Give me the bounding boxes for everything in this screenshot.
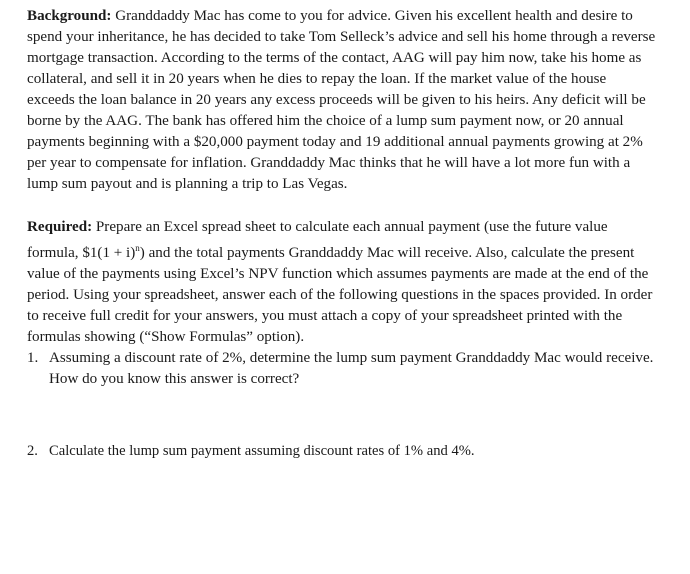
background-label: Background:	[27, 8, 112, 24]
formula-exponent: n	[135, 243, 140, 253]
future-value-formula	[82, 245, 139, 261]
required-label: Required:	[27, 219, 93, 235]
required-text-after-formula: ) and the total payments Granddaddy Mac will receive. Also, calculate the present value of the payments using Excel’s NPV function which assumes payments are made at the end of the period. Using your spreadsheet, answer each of the following questions in the spaces provided. In order to receive full credit for your answers, you must attach a copy of your spreadsheet printed with the formulas showing (“Show Formulas” option).	[27, 245, 653, 346]
question-1-text: Assuming a discount rate of 2%, determine the lump sum payment Granddaddy Mac would receive. How do you know this answer is correct?	[49, 350, 654, 388]
question-2	[27, 441, 657, 462]
required-paragraph	[27, 217, 657, 348]
question-2-number: 2.	[27, 443, 38, 460]
question-1	[27, 348, 657, 390]
document-page	[27, 6, 657, 462]
formula-base: $1(1 + i)	[82, 245, 136, 262]
question-1-number: 1.	[27, 350, 39, 367]
question-2-text: Calculate the lump sum payment assuming discount rates of 1% and 4%.	[49, 443, 475, 460]
required-text-before-formula: Prepare an Excel spread sheet to calculate each annual payment (use the future value formula,	[27, 219, 608, 262]
background-paragraph	[27, 6, 657, 195]
background-text: Granddaddy Mac has come to you for advice. Given his excellent health and desire to spend your inheritance, he has decided to take Tom Selleck’s advice and sell his home through a reverse mortgage transaction. According to the terms of the contact, AAG will pay him now, take his home as collateral, and sell it in 20 years when he dies to repay the loan. If the market value of the house exceeds the loan balance in 20 years any excess proceeds will be given to his heirs. Any deficit will be borne by the AAG. The bank has offered him the choice of a lump sum payment now, or 20 annual payments beginning with a $20,000 payment today and 19 additional annual payments growing at 2% per year to compensate for inflation. Granddaddy Mac thinks that he will have a lot more fun with a lump sum payout and is planning a trip to Las Vegas.	[27, 8, 656, 192]
